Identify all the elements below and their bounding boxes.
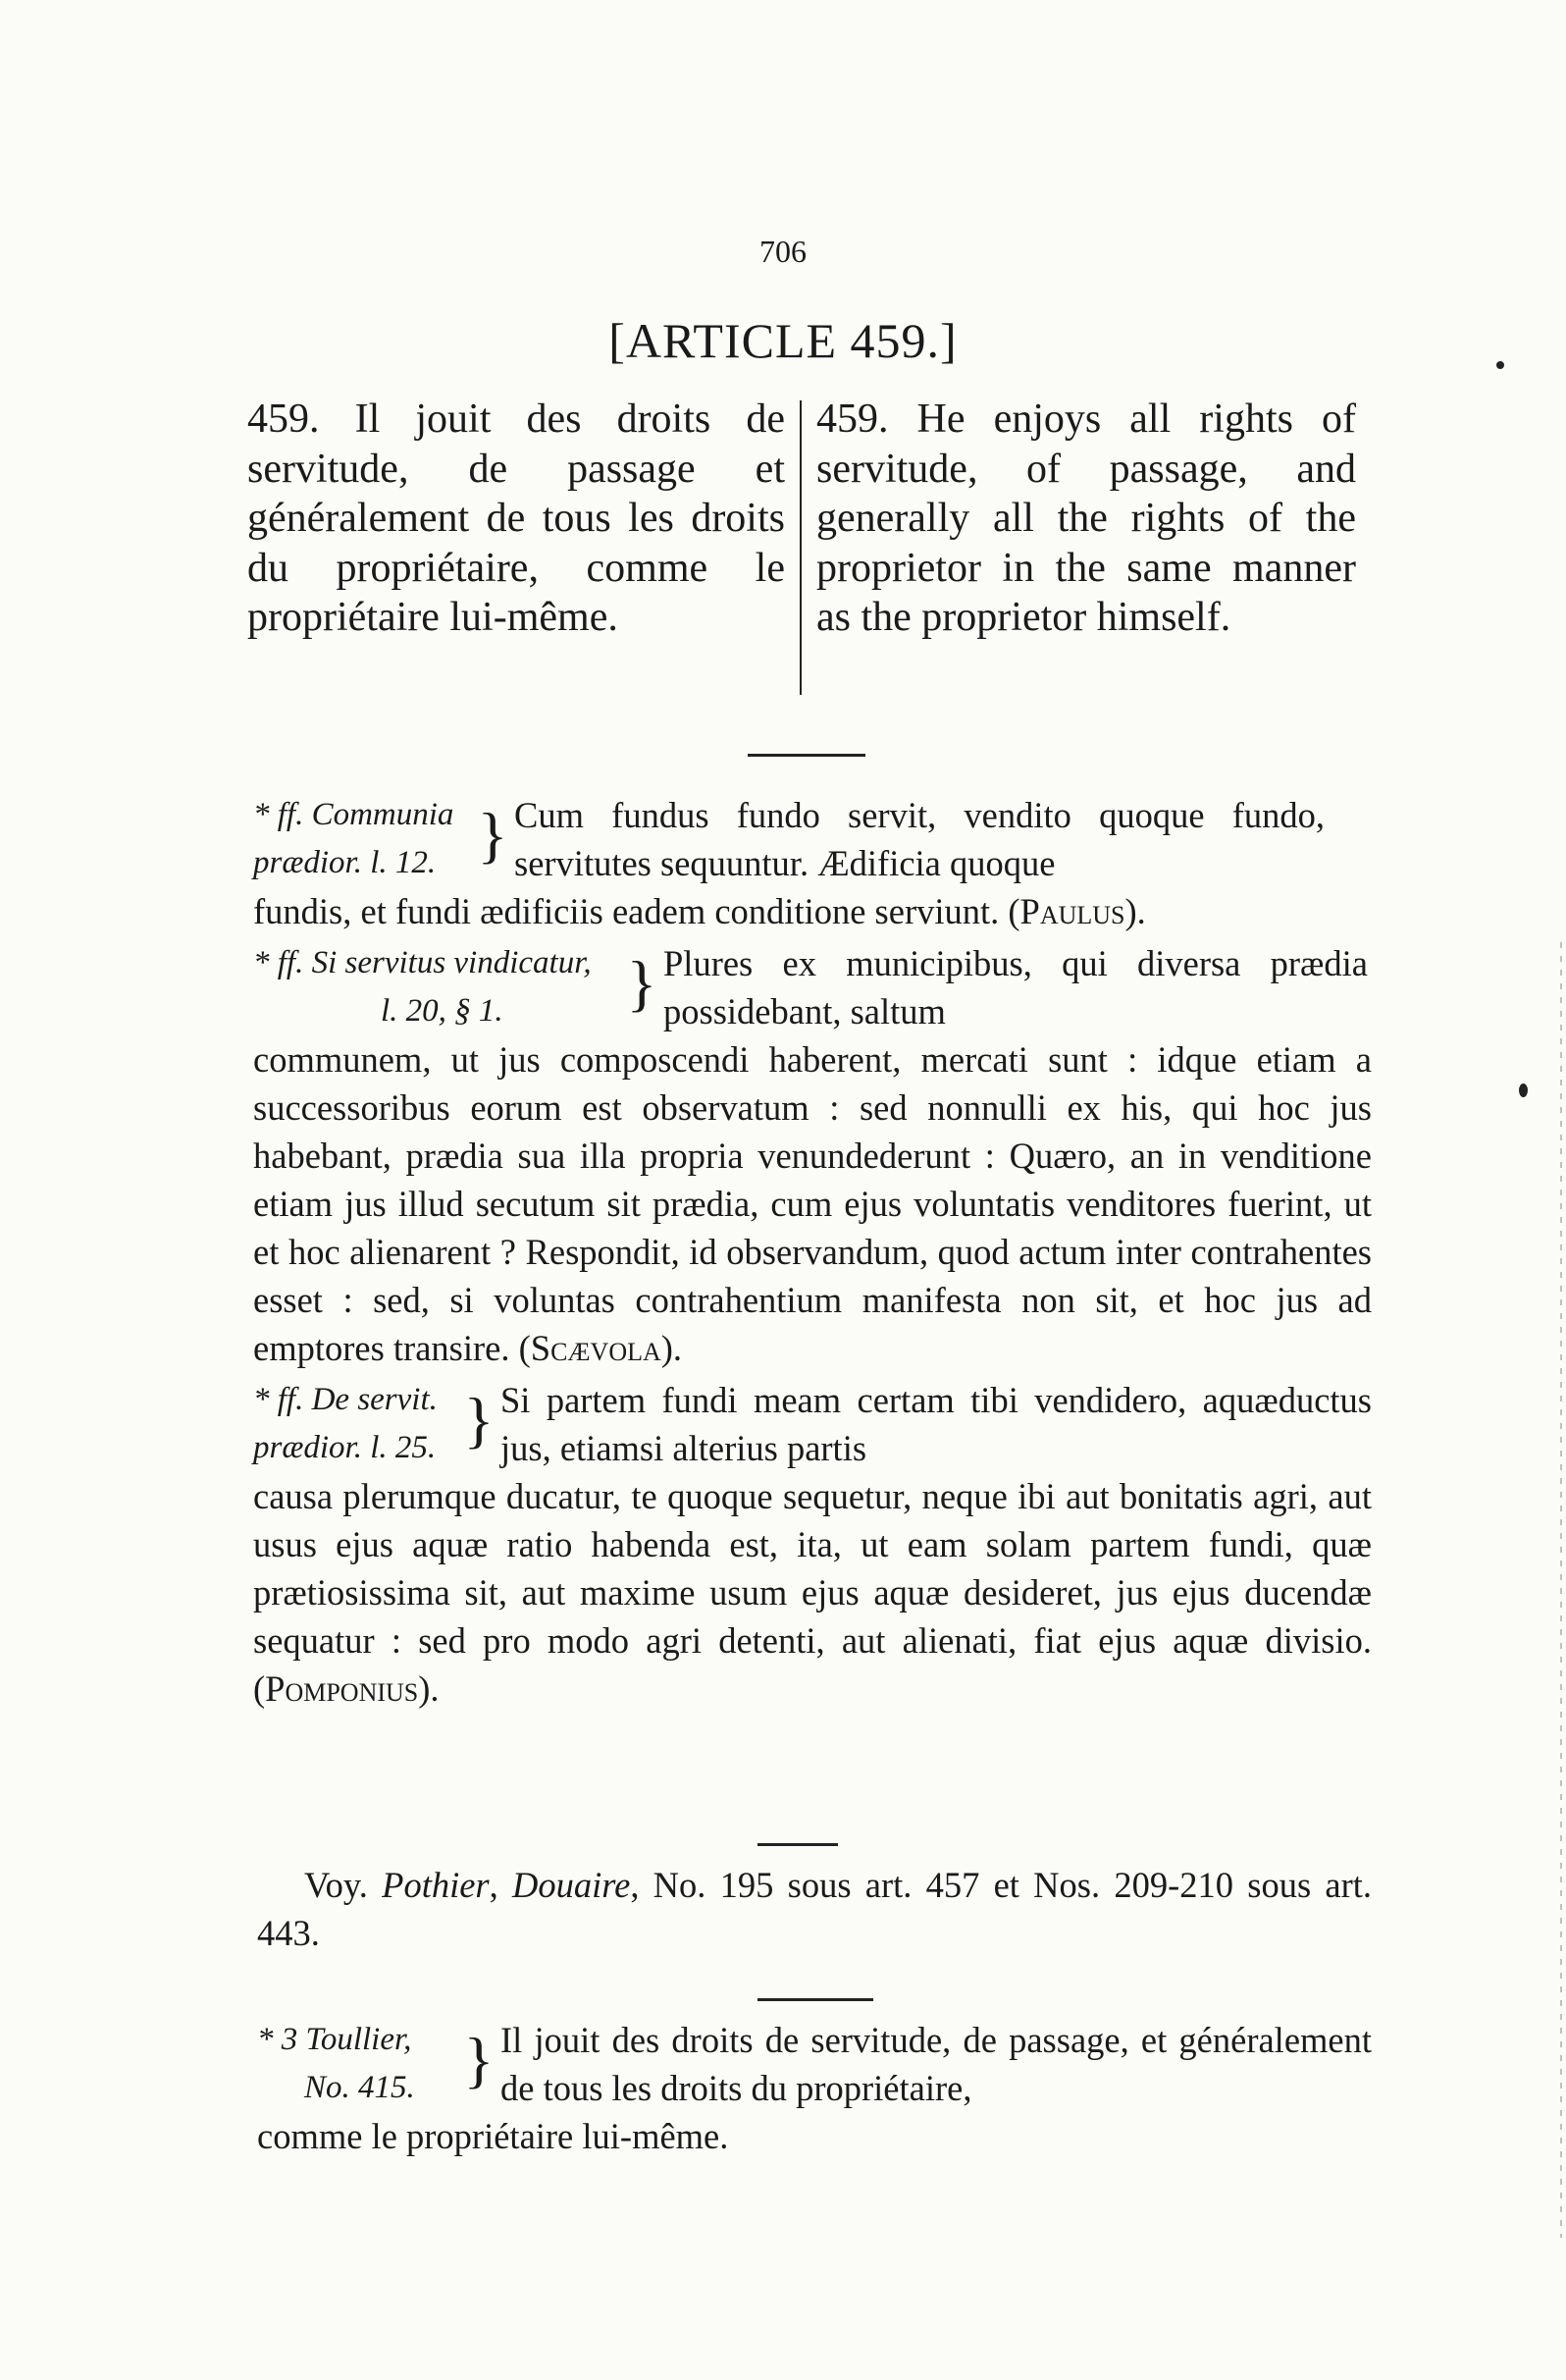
note-pomponius — [253, 1376, 1372, 1713]
note-author: (Paulus). — [1008, 891, 1146, 931]
section-rule — [748, 754, 865, 757]
voy-work-pothier: Pothier — [382, 1865, 490, 1905]
note-text-continued: fundis, et fundi ædificiis eadem conditione serviunt. — [253, 891, 1000, 931]
french-column: 459. Il jouit des droits de servitude, de passage et généralement de tous les droits du propriétaire, comme le propriétaire lui-même. — [247, 397, 785, 640]
note-text: Il jouit des droits de servitude, de passage, et généralement de tous les droits du propriétaire, — [500, 2020, 1372, 2108]
note-text: Si partem fundi meam certam tibi vendidero, aquæductus jus, etiamsi alterius partis — [500, 1380, 1372, 1468]
scan-speck — [1519, 1084, 1528, 1097]
notes-section — [253, 791, 1372, 1713]
column-divider — [800, 400, 802, 695]
note-text: Plures ex municipibus, qui diversa prædia possidebant, saltum — [663, 943, 1368, 1031]
note-citation: * ff. Communia prædior. l. 12. — [253, 797, 454, 880]
brace: } — [626, 948, 657, 1018]
note-paulus — [253, 791, 1372, 935]
english-column: 459. He enjoys all rights of servitude, of passage, and generally all the rights of the proprietor in the same manner as the proprietor himself. — [816, 397, 1356, 640]
note-text-continued: comme le propriétaire lui-même. — [257, 2116, 729, 2156]
note-scaevola — [253, 939, 1372, 1372]
note-text-continued: causa plerumque ducatur, te quoque sequetur, neque ibi aut bonitatis agri, aut usus ejus aquæ ratio habenda est, ita, ut eam solam partem fundi, quæ prætiosissima sit, aut maxime usum ejus aquæ desideret, jus ejus ducendæ sequatur : sed pro modo agri detenti, aut alienati, fiat ejus aquæ divisio. — [253, 1476, 1372, 1661]
brace: } — [463, 1385, 495, 1454]
voy-work-douaire: Douaire — [512, 1865, 631, 1905]
voy-reference: Voy. Pothier, Douaire, No. 195 sous art. 457 et Nos. 209-210 sous art. 443. — [257, 1865, 1372, 1953]
note-citation: * ff. Si servitus vindicatur, l. 20, § 1. — [253, 945, 592, 1029]
note-author: (Scævola). — [518, 1328, 683, 1368]
note-citation: * 3 Toullier, No. 415. — [257, 2022, 415, 2105]
note-toullier — [257, 2016, 1372, 2160]
article-heading: [ARTICLE 459.] — [608, 313, 958, 368]
note-citation: * ff. De servit. prædior. l. 25. — [253, 1382, 438, 1465]
section-rule — [757, 1998, 873, 2001]
brace: } — [477, 800, 508, 870]
scan-speck — [1496, 361, 1504, 369]
scan-edge — [1560, 942, 1562, 2238]
brace: } — [463, 2025, 495, 2094]
page-number: 706 — [759, 234, 807, 269]
note-text: Cum fundus fundo servit, vendito quoque fundo, servitutes sequuntur. Ædificia quoque — [514, 795, 1325, 883]
note-author: (Pomponius). — [253, 1668, 440, 1709]
note-text-continued: communem, ut jus composcendi haberent, mercati sunt : idque etiam a successoribus eorum est observatum : sed nonnulli ex his, qui hoc jus habebant, prædia sua illa propria venundederunt : Quæro, an in venditione etiam jus illud secutum sit prædia, cum ejus voluntatis venditores fuerint, ut et hoc alienarent ? Respondit, id observandum, quod actum inter contrahentes esset : sed, si voluntas contrahentium manifesta non sit, et hoc jus ad emptores transire. — [253, 1039, 1372, 1368]
section-rule — [757, 1843, 838, 1846]
